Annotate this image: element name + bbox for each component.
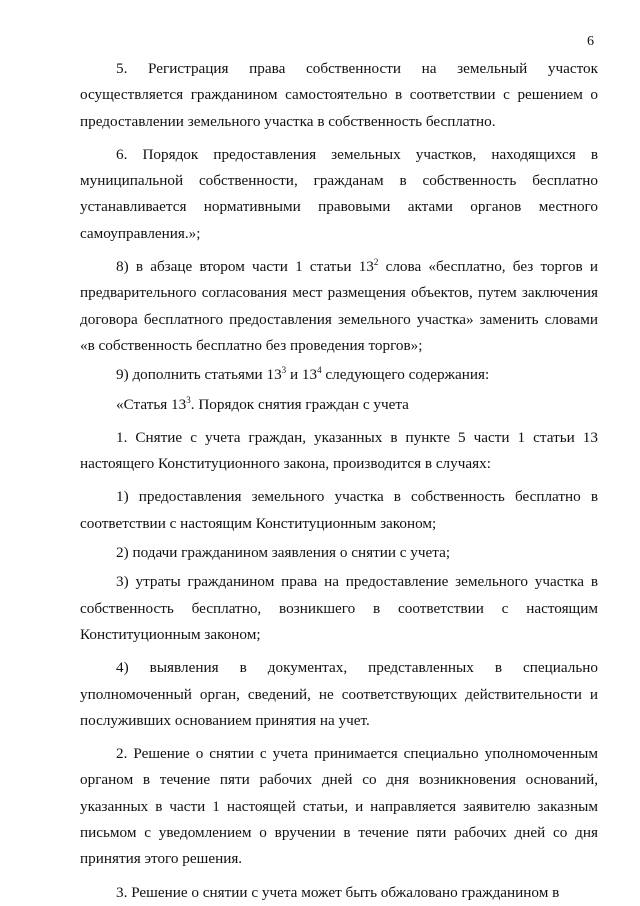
paragraph-item-6: 6. Порядок предоставления земельных участков, находящихся в муниципальной собственности, гражданам в собственность бесплатно устанавливается нормативными правовыми актами органов местного самоуправления.»; xyxy=(80,145,598,242)
amendment-8-rest: слова «бесплатно, без торгов и предварительного согласования мест размещения объектов, путем заключения договора бесплатного предоставления земельного участка» заменить словами «в собственность бесплатно без проведения торгов»; xyxy=(80,258,599,354)
article-item-2: 2. Решение о снятии с учета принимается специально уполномоченным органом в течение пяти рабочих дней со дня возникновения оснований, указанных в части 1 настоящей статьи, и направляется заявителю заказным письмом с уведомлением о вручении в течение пяти рабочих дней со дня принятия этого решения. xyxy=(80,745,598,868)
amendment-9-c: следующего содержания: xyxy=(321,366,490,384)
subitem-2: 2) подачи гражданином заявления о снятии с учета; xyxy=(116,544,451,562)
superscript-3: 3 xyxy=(281,365,287,376)
subitem-3: 3) утраты гражданином права на предоставление земельного участка в собственность бесплатно, возникшего в соответствии с настоящим Конституционным законом; xyxy=(80,573,598,643)
paragraph-amendment-8 xyxy=(80,254,598,359)
article-item-1: 1. Снятие с учета граждан, указанных в пункте 5 части 1 статьи 13 настоящего Конституционного закона, производится в случаях: xyxy=(80,428,598,473)
superscript-2: 2 xyxy=(373,257,379,268)
amendment-9-a: 9) дополнить статьями 13 xyxy=(116,366,282,384)
article-heading xyxy=(80,392,598,418)
subitem-4: 4) выявления в документах, представленных в специально уполномоченный орган, сведений, не соответствующих действительности и послуживших основанием принятия на учет. xyxy=(80,659,598,729)
document-body xyxy=(80,56,598,906)
superscript-4: 4 xyxy=(317,365,322,376)
article-item-3: 3. Решение о снятии с учета может быть обжаловано гражданином в xyxy=(116,883,560,901)
article-heading-title: . Порядок снятия граждан с учета xyxy=(190,395,409,413)
superscript-3-article: 3 xyxy=(186,394,191,405)
article-heading-start: «Статья 13 xyxy=(116,395,187,413)
paragraph-amendment-9 xyxy=(80,362,598,388)
page-number: 6 xyxy=(587,34,594,49)
paragraph-item-5: 5. Регистрация права собственности на земельный участок осуществляется гражданином самостоятельно в соответствии с решением о предоставлении земельного участка в собственность бесплатно. xyxy=(80,60,598,130)
subitem-1: 1) предоставления земельного участка в собственность бесплатно в соответствии с настоящим Конституционным законом; xyxy=(80,488,598,532)
amendment-9-b: и 13 xyxy=(286,366,318,384)
amendment-8-start: 8) в абзаце втором части 1 статьи 13 xyxy=(116,258,374,276)
